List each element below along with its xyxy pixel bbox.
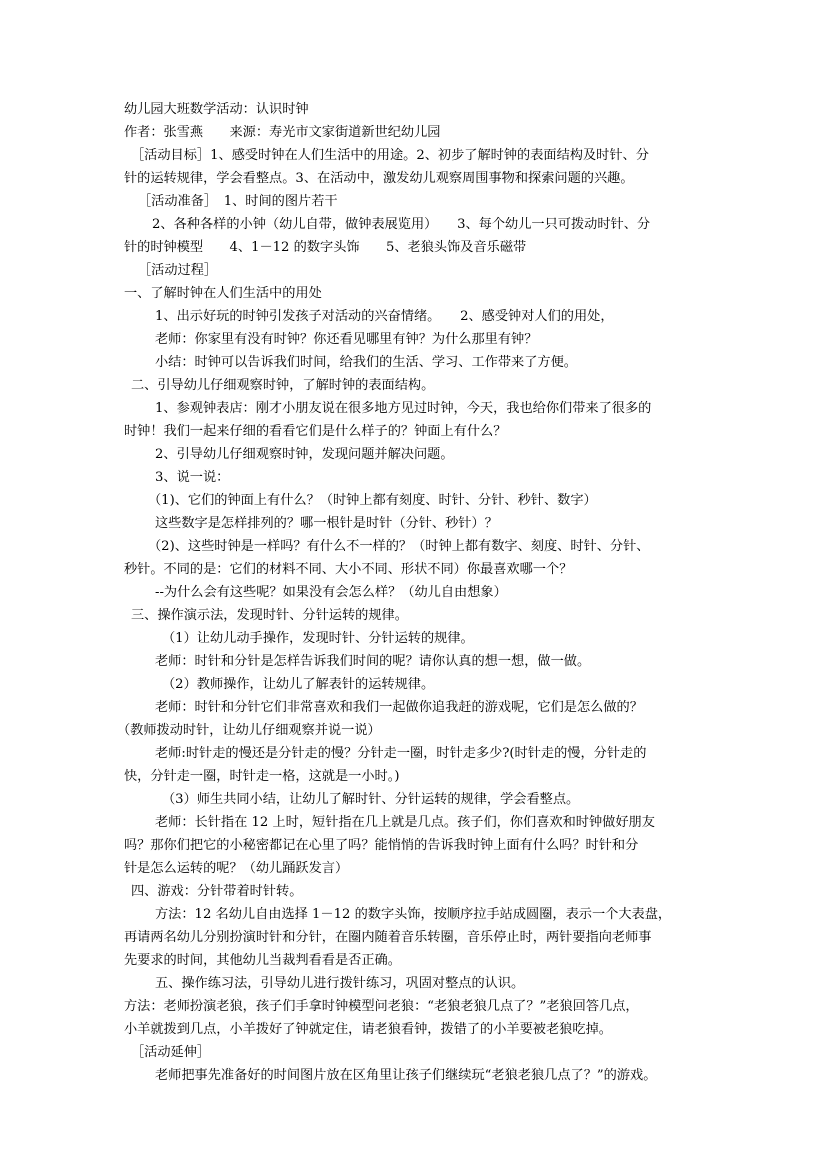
extension-heading: ［活动延伸］ bbox=[131, 1045, 211, 1060]
paragraph-line: 小羊就拨到几点，小羊拨好了钟就定住，请老狼看钟，拨错了的小羊要被老狼吃掉。 bbox=[124, 1022, 612, 1037]
paragraph-line: 小结：时钟可以告诉我们时间，给我们的生活、学习、工作带来了方便。 bbox=[155, 355, 577, 370]
paragraph-line: （1)、它们的钟面上有什么？（时钟上都有刻度、时针、分针、秒针、数字） bbox=[148, 493, 597, 508]
paragraph-line: 吗？那你们把它的小秘密都记在心里了吗？能悄悄的告诉我时钟上面有什么吗？时针和分 bbox=[124, 838, 639, 853]
paragraph-line: 老师把事先准备好的时间图片放在区角里让孩子们继续玩“老狼老狼几点了？”的游戏。 bbox=[155, 1068, 657, 1083]
paragraph-line: 1、参观钟表店：刚才小朋友说在很多地方见过时钟，今天，我也给你们带来了很多的 bbox=[155, 401, 652, 416]
paragraph-line: 1、出示好玩的时钟引发孩子对活动的兴奋情绪。 2、感受钟对人们的用处， bbox=[155, 309, 614, 324]
paragraph-line: （教师拨动时针，让幼儿仔细观察并说一说） bbox=[117, 723, 381, 738]
paragraph-line: （2)、这些时钟是一样吗？有什么不一样的？（时钟上都有数字、刻度、时针、分针、 bbox=[148, 539, 650, 554]
paragraph-line: 3、说一说： bbox=[155, 470, 230, 485]
paragraph-line: 时钟！我们一起来仔细的看看它们是什么样子的？钟面上有什么？ bbox=[124, 424, 507, 439]
section-3-heading: 三、操作演示法，发现时针、分针运转的规律。 bbox=[131, 608, 408, 623]
goal-line-2: 针的运转规律，学会看整点。3、在活动中，激发幼儿观察周围事物和探索问题的兴趣。 bbox=[124, 171, 634, 186]
paragraph-line: --为什么会有这些呢？如果没有会怎么样？（幼儿自由想象） bbox=[155, 585, 507, 600]
paragraph-line: 2、引导幼儿仔细观察时钟，发现问题并解决问题。 bbox=[155, 447, 454, 462]
paragraph-line: 老师：长针指在 12 上时，短针指在几上就是几点。孩子们，你们喜欢和时钟做好朋友 bbox=[155, 815, 655, 830]
paragraph-line: 先要求的时间，其他幼儿当裁判看看是否正确。 bbox=[124, 953, 401, 968]
paragraph-line: 老师：时针和分针是怎样告诉我们时间的呢？请你认真的想一想，做一做。 bbox=[155, 654, 591, 669]
section-2-heading: 二、引导幼儿仔细观察时钟，了解时钟的表面结构。 bbox=[131, 378, 435, 393]
section-5-heading: 五、操作练习法，引导幼儿进行拨针练习，巩固对整点的认识。 bbox=[155, 976, 525, 991]
prep-line-2: 2、各种各样的小钟（幼儿自带，做钟表展览用） 3、每个幼儿一只可拨动时针、分 bbox=[152, 217, 651, 232]
section-1-heading: 一、了解时钟在人们生活中的用处 bbox=[124, 286, 322, 301]
prep-line-3: 针的时钟模型 4、1－12 的数字头饰 5、老狼头饰及音乐磁带 bbox=[124, 240, 527, 255]
paragraph-line: 这些数字是怎样排列的？哪一根针是时针（分针、秒针）？ bbox=[155, 516, 498, 531]
paragraph-line: 快，分针走一圈，时针走一格，这就是一小时。) bbox=[124, 769, 400, 784]
paragraph-line: （2）教师操作，让幼儿了解表针的运转规律。 bbox=[162, 677, 435, 692]
paragraph-line: 方法：老师扮演老狼，孩子们手拿时钟模型问老狼：“老狼老狼几点了？”老狼回答几点， bbox=[124, 999, 639, 1014]
paragraph-line: 方法：12 名幼儿自由选择 1－12 的数字头饰，按顺序拉手站成圆圈，表示一个大表盘， bbox=[155, 907, 672, 922]
author-line: 作者：张雪燕 来源：寿光市文家街道新世纪幼儿园 bbox=[124, 125, 441, 140]
paragraph-line: 老师：时针和分针它们非常喜欢和我们一起做你追我赶的游戏呢，它们是怎么做的？ bbox=[155, 700, 643, 715]
paragraph-line: 针是怎么运转的呢？（幼儿踊跃发言） bbox=[124, 861, 349, 876]
paragraph-line: 老师:时针走的慢还是分针走的慢？分针走一圈，时针走多少?(时针走的慢，分针走的 bbox=[155, 746, 647, 761]
prep-line-1: ［活动准备］ 1、时间的图片若干 bbox=[138, 194, 338, 209]
document-title: 幼儿园大班数学活动：认识时钟 bbox=[124, 102, 309, 117]
goal-line-1: ［活动目标］1、感受时钟在人们生活中的用途。2、初步了解时钟的表面结构及时针、分 bbox=[131, 148, 649, 163]
paragraph-line: （3）师生共同小结，让幼儿了解时针、分针运转的规律，学会看整点。 bbox=[162, 792, 580, 807]
paragraph-line: 老师：你家里有没有时钟？你还看见哪里有钟？为什么那里有钟？ bbox=[155, 332, 538, 347]
process-heading: ［活动过程］ bbox=[138, 263, 218, 278]
section-4-heading: 四、游戏：分针带着时针转。 bbox=[131, 884, 303, 899]
paragraph-line: （1）让幼儿动手操作，发现时针、分针运转的规律。 bbox=[162, 631, 474, 646]
paragraph-line: 再请两名幼儿分别扮演时针和分针，在圈内随着音乐转圈，音乐停止时，两针要指向老师事 bbox=[124, 930, 652, 945]
paragraph-line: 秒针。不同的是：它们的材料不同、大小不同、形状不同）你最喜欢哪一个？ bbox=[124, 562, 573, 577]
